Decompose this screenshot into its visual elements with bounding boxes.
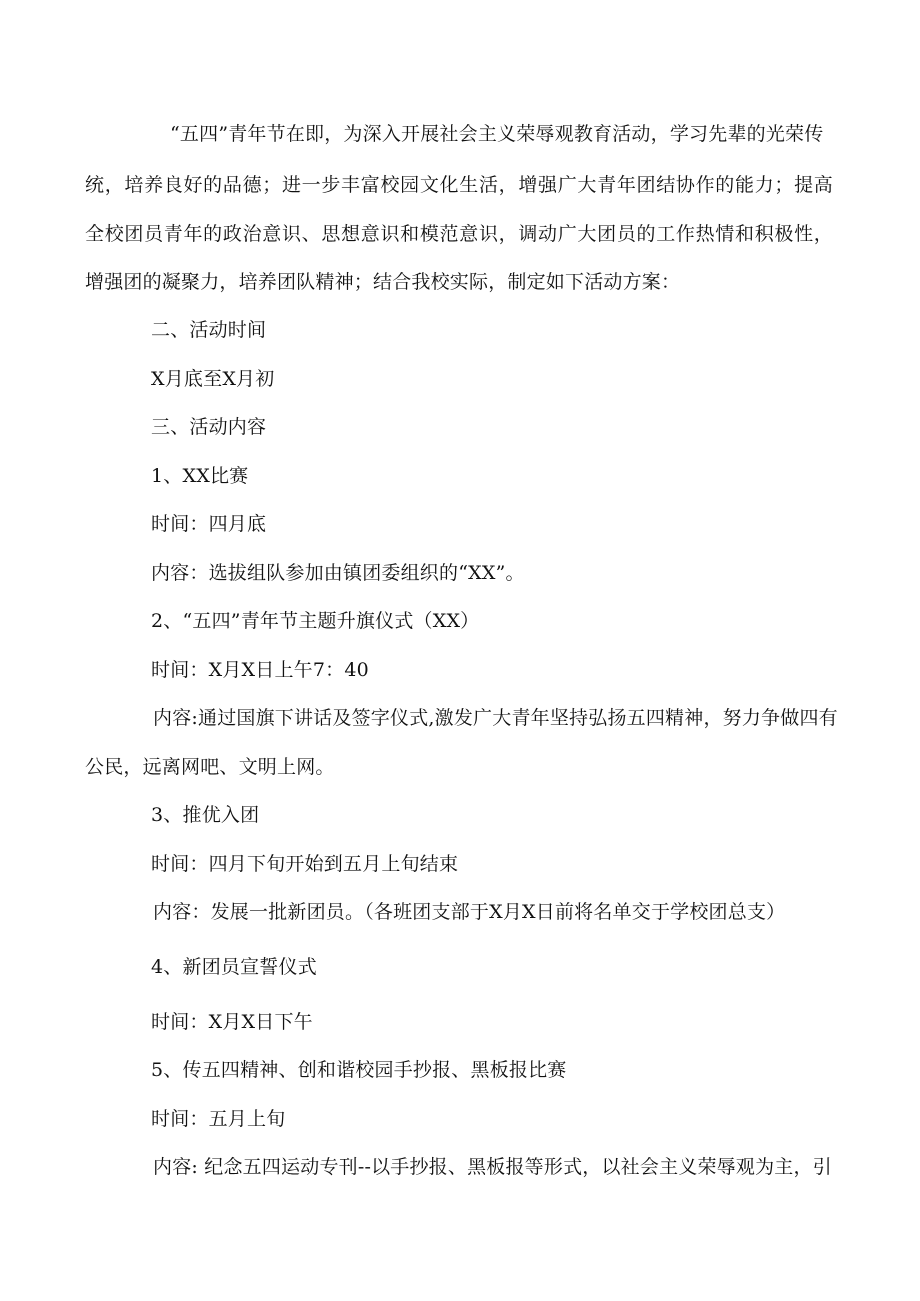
item-3-time: 时间：四月下旬开始到五月上旬结束	[151, 853, 459, 875]
item-4-time: 时间：X月X日下午	[151, 1011, 313, 1033]
section-2-body: X月底至X月初	[151, 368, 275, 390]
item-5-time: 时间：五月上旬	[151, 1108, 286, 1130]
item-1-title: 1、XX比赛	[151, 465, 249, 487]
item-2-title: 2、“五四”青年节主题升旗仪式（XX）	[151, 610, 480, 632]
item-2-content-line-1: 内容:通过国旗下讲话及签字仪式,激发广大青年坚持弘扬五四精神，努力争做四有	[153, 707, 838, 729]
item-4-title: 4、新团员宣誓仪式	[151, 956, 317, 978]
section-2-heading: 二、活动时间	[151, 319, 267, 341]
item-1-time: 时间：四月底	[151, 513, 267, 535]
item-1-content: 内容：选拔组队参加由镇团委组织的“XX”。	[151, 562, 525, 584]
intro-line-1: “五四”青年节在即，为深入开展社会主义荣辱观教育活动，学习先辈的光荣传	[170, 123, 824, 145]
item-3-title: 3、推优入团	[151, 804, 260, 826]
intro-line-4: 增强团的凝聚力，培养团队精神；结合我校实际，制定如下活动方案：	[85, 271, 681, 293]
item-5-content-line-1: 内容: 纪念五四运动专刊--以手抄报、黑板报等形式，以社会主义荣辱观为主，引	[153, 1156, 832, 1178]
intro-line-3: 全校团员青年的政治意识、思想意识和模范意识，调动广大团员的工作热情和积极性，	[85, 223, 833, 245]
section-3-heading: 三、活动内容	[151, 416, 267, 438]
item-2-content-line-2: 公民，远离网吧、文明上网。	[85, 756, 335, 778]
item-2-time: 时间：X月X日上午7：40	[151, 659, 369, 681]
item-3-content: 内容：发展一批新团员。（各班团支部于X月X日前将名单交于学校团总支）	[153, 901, 786, 923]
intro-line-2: 统，培养良好的品德；进一步丰富校园文化生活，增强广大青年团结协作的能力；提高	[85, 174, 833, 196]
item-5-title: 5、传五四精神、创和谐校园手抄报、黑板报比赛	[151, 1059, 567, 1081]
